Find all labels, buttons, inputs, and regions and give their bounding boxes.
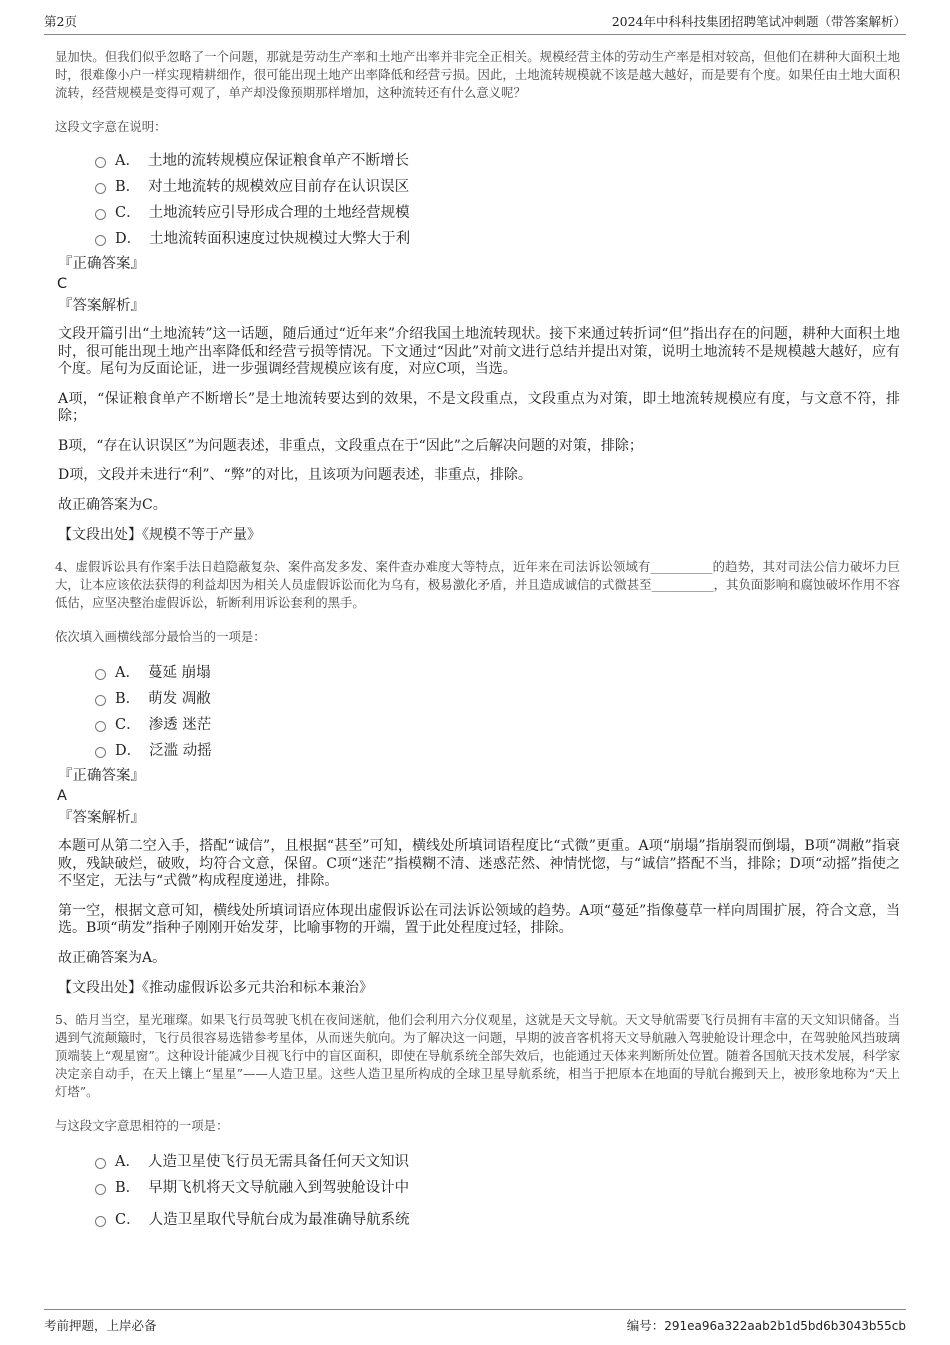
option-text: 人造卫星取代导航台成为最准确导航系统 [148,1211,410,1228]
page-header [44,12,906,35]
q4-analysis-tag: 『答案解析』 [58,810,145,826]
option-text: 人造卫星使飞行员无需具备任何天文知识 [147,1153,409,1170]
q3-option-c[interactable] [95,198,900,224]
q3-question: 这段文字意在说明： [55,119,167,134]
q4-option-d[interactable] [95,736,900,762]
radio-icon[interactable] [95,235,106,246]
option-text: 土地流转应引导形成合理的土地经营规模 [148,204,410,221]
option-label: B． [115,1179,141,1196]
document-code [627,1316,906,1334]
q3-analysis-para-2: A项，“保证粮食单产不断增长”是土地流转要达到的效果，不是文段重点，文段重点为对策，即土地流转规模应有度，与文意不符，排除； [58,390,900,424]
q4-passage-part-1: 4、虚假诉讼具有作案手法日趋隐蔽复杂、案件高发多发、案件查办难度大等特点，近年来在司法诉讼领域有 [55,559,651,574]
q5-passage: 5、皓月当空，星光璀璨。如果飞行员驾驶飞机在夜间迷航，他们会利用六分仪观星，这就是天文导航。天文导航需要飞行员拥有丰富的天文知识储备。当遇到气流颠簸时，飞行员很容易选错参考星体，从而迷失航向。为了解决这一问题，早期的波音客机将天文导航融入驾驶舱设计理念中，在驾驶舱风挡玻璃顶端装上“观星窗”。这种设计能减少目视飞行中的盲区面积，即使在导航系统全部失效后，也能通过天体来判断所处位置。随着各国航天技术发展，科学家决定亲自动手，在天上镶上“星星”——人造卫星。这些人造卫星所构成的全球卫星导航系统，相当于把原本在地面的导航台搬到天上，被形象地称为“天上灯塔”。 [55,1012,900,1099]
radio-icon[interactable] [95,1158,106,1169]
radio-icon[interactable] [95,1216,106,1227]
q5-question: 与这段文字意思相符的一项是： [55,1118,229,1133]
option-text: 萌发 凋敝 [148,690,211,707]
option-label: A． [115,664,140,681]
document-title: 2024年中科科技集团招聘笔试冲刺题（带答案解析） [611,14,906,29]
q5-options [95,1147,900,1231]
option-text: 渗透 迷茫 [148,716,212,733]
q5-option-a[interactable] [95,1147,900,1173]
option-label: B． [115,690,141,707]
q5-option-c[interactable] [95,1205,900,1231]
footer-slogan: 考前押题，上岸必备 [44,1318,157,1333]
q4-passage [55,558,900,612]
q4-analysis-para-1: 本题可从第二空入手，搭配“诚信”，且根据“甚至”可知，横线处所填词语程度比“式微”更重。A项“崩塌”指崩裂而倒塌，B项“凋敝”指衰败，残缺破烂，破败，均符合文意，保留。C项“迷茫”指模糊不清、迷惑茫然、神情恍惚，与“诚信”搭配不当，排除；D项“动摇”指使之不坚定，无法与“式微”构成程度递进，排除。 [58,838,900,889]
q3-options [95,146,900,250]
q3-passage: 显加快。但我们似乎忽略了一个问题，那就是劳动生产率和土地产出率并非完全正相关。规模经营主体的劳动生产率是相对较高，但他们在耕种大面积土地时，很难像小户一样实现精耕细作，很可能出现土地产出率降低和经营亏损。因此，土地流转规模就不该是越大越好，而是要有个度。如果任由土地大面积流转，经营规模是变得可观了，单产却没像预期那样增加，这种流转还有什么意义呢？ [55,49,900,100]
document-code-value: 291ea96a322aab2b1d5bd6b3043b55cb [664,1319,906,1333]
option-label: D． [115,230,142,247]
q3-analysis-tag: 『答案解析』 [58,298,145,314]
q3-option-d[interactable] [95,224,900,250]
radio-icon[interactable] [95,747,106,758]
q3-source: 【文段出处】《规模不等于产量》 [58,527,261,543]
q4-option-a[interactable] [95,658,900,684]
radio-icon[interactable] [95,157,106,168]
q4-analysis-para-2: 第一空，根据文意可知，横线处所填词语应体现出虚假诉讼在司法诉讼领域的趋势。A项“蔓延”指像蔓草一样向周围扩展，符合文意，当选。B项“萌发”指种子刚刚开始发芽，比喻事物的开端，置于此处程度过轻，排除。 [58,902,900,936]
q3-conclusion: 故正确答案为C。 [58,496,167,513]
q4-passage-part-3: ，其负面影响和腐蚀破坏作用不容低估，应坚决整治虚假诉讼，斩断利用诉讼套利的黑手。 [55,577,901,610]
option-label: B． [115,178,141,195]
page-footer [44,1309,906,1334]
radio-icon[interactable] [95,1184,106,1195]
q3-analysis-para-4: D项，文段并未进行“利”、“弊”的对比，且该项为问题表述，非重点，排除。 [58,467,532,483]
option-text: 对土地流转的规模效应目前存在认识误区 [148,178,410,195]
option-label: C． [115,1211,141,1228]
page-number: 第2页 [44,14,77,29]
q4-source: 【文段出处】《推动虚假诉讼多元共治和标本兼治》 [58,980,373,996]
radio-icon[interactable] [95,183,106,194]
radio-icon[interactable] [95,669,106,680]
document-code-label: 编号： [626,1318,665,1333]
option-text: 土地的流转规模应保证粮食单产不断增长 [147,152,409,169]
page-body [55,48,900,1231]
option-text: 土地流转面积速度过快规模过大弊大于利 [149,230,411,247]
q3-analysis-para-1: 文段开篇引出“土地流转”这一话题，随后通过“近年来”介绍我国土地流转现状。接下来通过转折词“但”指出存在的问题，耕种大面积土地时，很可能出现土地产出率降低和经营亏损等情况。下文通过“因此”对前文进行总结并提出对策，说明土地流转不是规模越大越好，应有个度。尾句为反面论证，进一步强调经营规模应该有度，对应C项，当选。 [58,326,900,377]
q4-options [95,658,900,762]
radio-icon[interactable] [95,209,106,220]
option-label: C． [115,716,141,733]
option-label: C． [115,204,141,221]
q4-passage-part-2: 的趋势，其对司法公信力破坏力巨大，让本应该依法获得的利益却因为相关人员虚假诉讼而化为乌有，极易激化矛盾，并且造成诚信的式微甚至 [55,559,900,592]
q4-question: 依次填入画横线部分最恰当的一项是： [55,629,266,644]
option-label: A． [115,152,140,169]
q4-answer: A [57,788,67,804]
q4-conclusion: 故正确答案为A。 [58,949,167,966]
q4-option-b[interactable] [95,684,900,710]
q3-option-b[interactable] [95,172,900,198]
option-text: 泛滥 动摇 [149,742,212,759]
q4-answer-tag: 『正确答案』 [58,768,145,784]
q4-blank-1: __________ [650,559,713,574]
q3-option-a[interactable] [95,146,900,172]
radio-icon[interactable] [95,695,106,706]
option-text: 早期飞机将天文导航融入到驾驶舱设计中 [148,1179,410,1196]
q3-analysis-para-3: B项，“存在认识误区”为问题表述，非重点，文段重点在于“因此”之后解决问题的对策，排除； [58,437,643,454]
q4-blank-2: __________ [651,577,714,592]
q3-answer: C [57,276,68,292]
q5-option-b[interactable] [95,1173,900,1199]
option-label: A． [115,1153,140,1170]
q4-option-c[interactable] [95,710,900,736]
option-text: 蔓延 崩塌 [147,664,211,681]
radio-icon[interactable] [95,721,106,732]
option-label: D． [115,742,142,759]
q3-answer-tag: 『正确答案』 [58,256,145,272]
